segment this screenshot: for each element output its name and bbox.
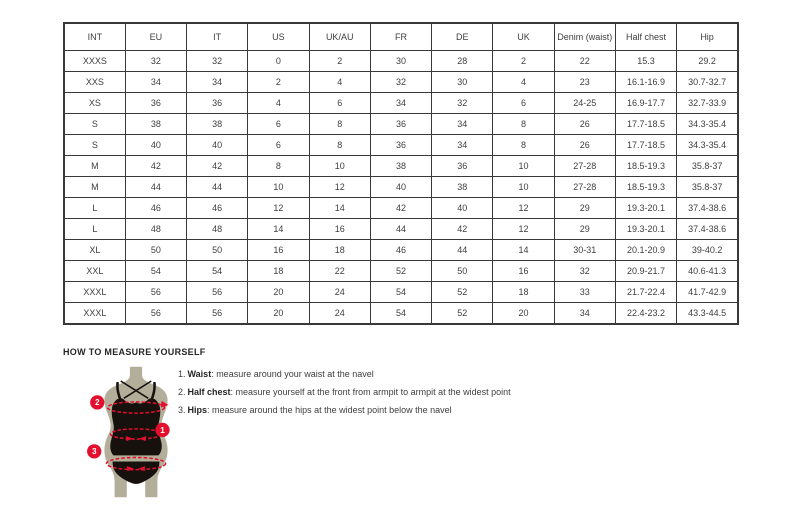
- size-cell: 8: [493, 134, 554, 155]
- badge-hips: [87, 444, 101, 458]
- size-cell: 50: [187, 239, 248, 260]
- size-cell: 52: [370, 260, 431, 281]
- badge-hips-number: 3: [91, 447, 97, 457]
- size-cell: 29: [554, 197, 615, 218]
- badge-waist: [155, 423, 169, 437]
- column-header: FR: [370, 23, 431, 50]
- size-cell: 12: [493, 218, 554, 239]
- column-header: EU: [125, 23, 186, 50]
- size-cell: 32: [187, 50, 248, 71]
- table-row: [64, 50, 738, 71]
- size-cell: 33: [554, 281, 615, 302]
- measurement-figure-illustration: [83, 366, 189, 502]
- size-cell: 16: [309, 218, 370, 239]
- size-cell: 4: [493, 71, 554, 92]
- size-cell: 10: [248, 176, 309, 197]
- size-cell: M: [64, 176, 125, 197]
- size-cell: 8: [309, 113, 370, 134]
- size-cell: 34.3-35.4: [677, 134, 738, 155]
- size-cell: 52: [432, 281, 493, 302]
- size-cell: 10: [309, 155, 370, 176]
- size-cell: 46: [125, 197, 186, 218]
- table-row: [64, 239, 738, 260]
- size-cell: 54: [187, 260, 248, 281]
- size-cell: 34: [125, 71, 186, 92]
- size-cell: 37.4-38.6: [677, 218, 738, 239]
- size-cell: 40.6-41.3: [677, 260, 738, 281]
- size-cell: 16: [248, 239, 309, 260]
- size-cell: 26: [554, 113, 615, 134]
- measure-step-label: Waist: [187, 369, 212, 379]
- badge-half-chest-number: 2: [95, 398, 100, 408]
- size-cell: 40: [125, 134, 186, 155]
- column-header: UK: [493, 23, 554, 50]
- size-cell: 23: [554, 71, 615, 92]
- size-cell: 46: [370, 239, 431, 260]
- size-cell: 27-28: [554, 155, 615, 176]
- size-cell: 52: [432, 302, 493, 324]
- column-header: Denim (waist): [554, 23, 615, 50]
- table-row: [64, 71, 738, 92]
- size-cell: XXS: [64, 71, 125, 92]
- size-cell: 30: [432, 71, 493, 92]
- size-cell: XL: [64, 239, 125, 260]
- size-cell: 32: [554, 260, 615, 281]
- size-cell: 15.3: [615, 50, 676, 71]
- size-cell: 6: [493, 92, 554, 113]
- badge-half-chest: [90, 395, 104, 409]
- size-cell: M: [64, 155, 125, 176]
- size-cell: 34: [554, 302, 615, 324]
- measure-step: [178, 387, 511, 398]
- size-cell: 12: [309, 176, 370, 197]
- size-cell: 22: [309, 260, 370, 281]
- size-cell: 56: [125, 281, 186, 302]
- size-cell: 4: [309, 71, 370, 92]
- measure-step: [178, 369, 511, 380]
- size-cell: 39-40.2: [677, 239, 738, 260]
- column-header: Half chest: [615, 23, 676, 50]
- size-cell: 28: [432, 50, 493, 71]
- size-cell: 37.4-38.6: [677, 197, 738, 218]
- size-cell: 38: [187, 113, 248, 134]
- size-cell: 50: [125, 239, 186, 260]
- size-cell: 40: [432, 197, 493, 218]
- size-cell: XS: [64, 92, 125, 113]
- size-cell: 20.9-21.7: [615, 260, 676, 281]
- measure-step-text: : measure yourself at the front from armpit to armpit at the widest point: [230, 387, 511, 397]
- size-cell: 42: [370, 197, 431, 218]
- size-cell: 38: [432, 176, 493, 197]
- size-cell: 26: [554, 134, 615, 155]
- size-cell: 34: [187, 71, 248, 92]
- size-cell: 38: [370, 155, 431, 176]
- size-cell: 0: [248, 50, 309, 71]
- size-cell: 32: [432, 92, 493, 113]
- size-cell: 54: [370, 281, 431, 302]
- column-header: IT: [187, 23, 248, 50]
- table-row: [64, 218, 738, 239]
- size-cell: 8: [493, 113, 554, 134]
- size-cell: 22: [554, 50, 615, 71]
- measure-step: [178, 405, 511, 416]
- size-cell: 18: [248, 260, 309, 281]
- measure-step-number: 3.: [178, 405, 186, 415]
- size-cell: 18.5-19.3: [615, 176, 676, 197]
- size-cell: 56: [125, 302, 186, 324]
- size-cell: 30-31: [554, 239, 615, 260]
- size-table: [63, 22, 739, 325]
- size-cell: 54: [125, 260, 186, 281]
- size-cell: 8: [248, 155, 309, 176]
- size-cell: 36: [125, 92, 186, 113]
- size-cell: 10: [493, 176, 554, 197]
- size-cell: 46: [187, 197, 248, 218]
- size-cell: 44: [432, 239, 493, 260]
- size-cell: 6: [248, 113, 309, 134]
- size-cell: 40: [370, 176, 431, 197]
- size-cell: 32: [370, 71, 431, 92]
- size-cell: 44: [125, 176, 186, 197]
- size-cell: 32: [125, 50, 186, 71]
- size-cell: 20: [248, 302, 309, 324]
- size-cell: 2: [248, 71, 309, 92]
- size-cell: 34.3-35.4: [677, 113, 738, 134]
- size-cell: 36: [187, 92, 248, 113]
- size-cell: 54: [370, 302, 431, 324]
- measure-step-text: : measure around your waist at the navel: [211, 369, 374, 379]
- size-cell: 34: [432, 113, 493, 134]
- size-cell: 21.7-22.4: [615, 281, 676, 302]
- size-cell: 16.1-16.9: [615, 71, 676, 92]
- size-cell: 17.7-18.5: [615, 134, 676, 155]
- table-row: [64, 134, 738, 155]
- size-cell: 20.1-20.9: [615, 239, 676, 260]
- measure-step-number: 1.: [178, 369, 186, 379]
- size-cell: 22.4-23.2: [615, 302, 676, 324]
- size-cell: 14: [309, 197, 370, 218]
- table-row: [64, 113, 738, 134]
- column-header: DE: [432, 23, 493, 50]
- size-cell: L: [64, 197, 125, 218]
- size-cell: 38: [125, 113, 186, 134]
- size-table-header-row: [64, 23, 738, 50]
- size-cell: 12: [493, 197, 554, 218]
- size-cell: 16: [493, 260, 554, 281]
- size-cell: 20: [248, 281, 309, 302]
- size-cell: 2: [309, 50, 370, 71]
- size-cell: 42: [187, 155, 248, 176]
- size-cell: 10: [493, 155, 554, 176]
- size-cell: 44: [187, 176, 248, 197]
- size-cell: 19.3-20.1: [615, 197, 676, 218]
- size-cell: 17.7-18.5: [615, 113, 676, 134]
- size-cell: 24-25: [554, 92, 615, 113]
- size-cell: 24: [309, 302, 370, 324]
- size-cell: 42: [125, 155, 186, 176]
- table-row: [64, 176, 738, 197]
- column-header: US: [248, 23, 309, 50]
- size-cell: 35.8-37: [677, 176, 738, 197]
- size-cell: 14: [248, 218, 309, 239]
- size-cell: 48: [125, 218, 186, 239]
- size-cell: 18.5-19.3: [615, 155, 676, 176]
- table-row: [64, 92, 738, 113]
- size-cell: 34: [432, 134, 493, 155]
- size-cell: 4: [248, 92, 309, 113]
- column-header: UK/AU: [309, 23, 370, 50]
- measure-step-label: Hips: [187, 405, 208, 415]
- size-cell: 29.2: [677, 50, 738, 71]
- size-cell: XXXL: [64, 302, 125, 324]
- size-cell: 56: [187, 281, 248, 302]
- size-cell: 48: [187, 218, 248, 239]
- size-cell: 44: [370, 218, 431, 239]
- size-cell: XXXL: [64, 281, 125, 302]
- size-cell: 30.7-32.7: [677, 71, 738, 92]
- size-table-body: [64, 50, 738, 324]
- size-cell: 2: [493, 50, 554, 71]
- measure-steps: [178, 369, 511, 423]
- size-cell: 6: [309, 92, 370, 113]
- table-row: [64, 260, 738, 281]
- size-cell: 32.7-33.9: [677, 92, 738, 113]
- size-cell: 6: [248, 134, 309, 155]
- size-cell: XXL: [64, 260, 125, 281]
- table-row: [64, 302, 738, 324]
- size-cell: 8: [309, 134, 370, 155]
- size-cell: 35.8-37: [677, 155, 738, 176]
- table-row: [64, 197, 738, 218]
- size-cell: 16.9-17.7: [615, 92, 676, 113]
- size-cell: 29: [554, 218, 615, 239]
- size-cell: 36: [370, 134, 431, 155]
- size-cell: 42: [432, 218, 493, 239]
- size-cell: 12: [248, 197, 309, 218]
- table-row: [64, 281, 738, 302]
- size-cell: 14: [493, 239, 554, 260]
- size-cell: 30: [370, 50, 431, 71]
- size-table-header: [64, 23, 738, 50]
- size-cell: S: [64, 134, 125, 155]
- size-cell: 56: [187, 302, 248, 324]
- measure-step-number: 2.: [178, 387, 186, 397]
- size-cell: 36: [432, 155, 493, 176]
- size-cell: 34: [370, 92, 431, 113]
- size-cell: 20: [493, 302, 554, 324]
- size-cell: S: [64, 113, 125, 134]
- measure-step-label: Half chest: [187, 387, 231, 397]
- size-cell: 19.3-20.1: [615, 218, 676, 239]
- size-cell: 18: [493, 281, 554, 302]
- size-cell: 50: [432, 260, 493, 281]
- camisole-top: [110, 398, 162, 455]
- size-cell: 36: [370, 113, 431, 134]
- table-row: [64, 155, 738, 176]
- size-cell: 43.3-44.5: [677, 302, 738, 324]
- size-cell: 27-28: [554, 176, 615, 197]
- size-cell: 40: [187, 134, 248, 155]
- badge-waist-number: 1: [160, 425, 165, 435]
- size-cell: 41.7-42.9: [677, 281, 738, 302]
- measure-section-heading: HOW TO MEASURE YOURSELF: [63, 347, 206, 357]
- size-cell: 18: [309, 239, 370, 260]
- measure-step-text: : measure around the hips at the widest point below the navel: [207, 405, 452, 415]
- column-header: Hip: [677, 23, 738, 50]
- size-cell: L: [64, 218, 125, 239]
- size-cell: 24: [309, 281, 370, 302]
- size-cell: XXXS: [64, 50, 125, 71]
- column-header: INT: [64, 23, 125, 50]
